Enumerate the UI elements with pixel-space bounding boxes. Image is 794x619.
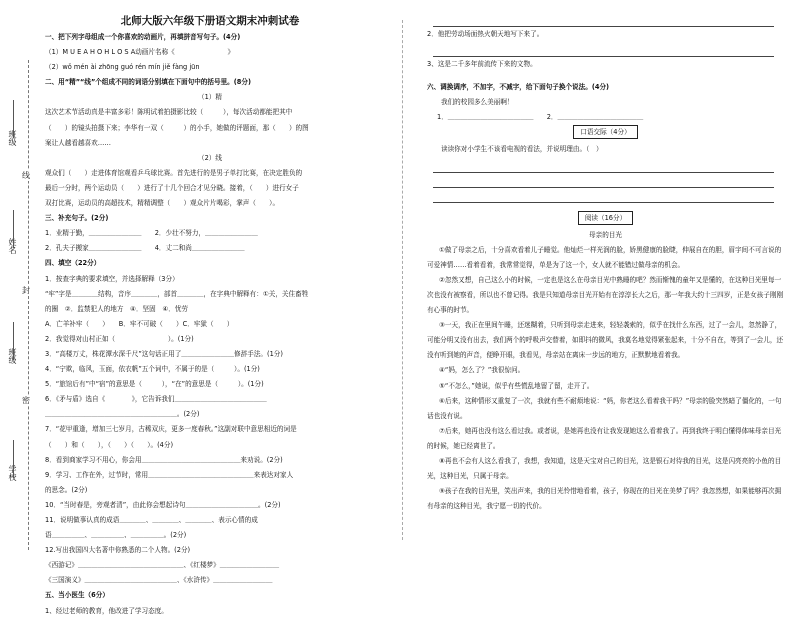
oral-heading [427, 125, 784, 142]
left-line: 5．“旅馆后有”中“宿”的意思是（ ），“在”的意思是（ ）。(1分) [45, 380, 264, 389]
question-3: 3、这是二千多年前流传下来的文物。 [427, 60, 537, 69]
left-line: 4．“宁欺，临风，玉面，依衣帆”五个词中，不属于的是（ ）。(1分) [45, 365, 260, 374]
binding-blank [13, 210, 14, 248]
section-6-heading: 六、调换调序，不加字，不减字，给下面句子换个说法。(4分) [427, 83, 610, 92]
reading-paragraph: ⑤“不怎么，”她说，似乎有些慌乱地留了留，走开了。 [439, 381, 594, 390]
left-line: （ ）的镜头拍摄下来；李华有一双（ ）的小手，她做的评题面，那（ ）的图 [45, 123, 309, 132]
left-line: （ ）和（ ），（ ）（ ）。(4分) [45, 440, 174, 449]
left-line: 1、经过老师的教育，他改进了学习态度。 [45, 606, 168, 615]
binding-label-class: 班级 [8, 130, 17, 146]
answer-line [433, 12, 774, 27]
column-divider [402, 20, 403, 540]
left-line: （2）wǒ mén ài zhōng guó rén mín jiě fàng jūn [45, 63, 200, 72]
reading-passage [427, 243, 784, 515]
binding-blank [13, 322, 14, 360]
oral-box: 口语交际（4分） [573, 125, 637, 139]
binding-label-school: 学校 [8, 465, 17, 481]
reading-paragraph: ⑥后来，这种情形又重复了一次，我就有些不耐烦地说：“妈，你老这么看着我干吗？”母亲的脸突然暗了僵化的，一句话也没有说。 [427, 396, 782, 420]
left-line: 的圈 ②．监禁犯人的地方 ④．坚固 ④．忧劳 [45, 304, 189, 313]
left-line: 观众们（ ）走进体育馆观看乒乓球比赛。首先进行的是男子单打比赛，在决定胜负的 [45, 168, 303, 177]
left-line: 11．说明做事认真的成语＿＿＿＿、＿＿＿＿、＿＿＿＿、表示心情的成 [45, 516, 258, 524]
exam-title: 北师大版六年级下册语文期末冲刺试卷 [120, 15, 300, 27]
reading-paragraph: ⑦后来，她再也没有这么看过我。或者说，是她再也没有让我发现她这么看着我了。再到我终于明白懂得体味母亲目光的时候，她已经离世了。 [427, 426, 782, 450]
left-line: （1）M U E A H O H L O S A动画片名称《 》 [45, 48, 235, 57]
reading-paragraph: ⑨孩子在我的目光里，笑出声来，我的目光怜惜地看着，孩子，你现在的目光在美梦了吗？我忽然想，如果能够再次拥有母亲的这种目光，我宁愿一切的代价。 [427, 487, 782, 511]
reading-title: 母亲的目光 [589, 230, 622, 239]
left-line: 一、把下列字母组成一个你喜欢的动画片，再填拼音写句子。(4分) [45, 33, 241, 41]
left-line: 四、填空（22分） [45, 259, 101, 268]
left-line: ＿＿＿＿＿＿＿＿＿＿＿＿＿＿＿＿＿＿＿＿。(2分) [45, 410, 200, 419]
answer-line [433, 173, 774, 188]
left-line: 双打比赛，运动员的高超技术，精精调整（ ）观众片片喝彩，掌声（ ）。 [45, 199, 280, 208]
left-line: 的思念。(2分) [45, 485, 88, 494]
binding-mark-line: 线 [22, 171, 30, 180]
left-line: 1．按查字典的要求填空，并选择解释（3分） [45, 274, 179, 283]
answer-line [433, 158, 774, 173]
binding-label-class2: 班级 [8, 348, 17, 364]
left-line: 10．“当时春是，旁观者清”，由此你会想起诗句＿＿＿＿＿＿＿＿＿＿＿。(2分) [45, 500, 281, 509]
reading-paragraph: ④“妈，怎么了？”我很惊问。 [439, 366, 525, 375]
oral-question: 读读你对小学生不该看电视的看法，并说明理由。（ ） [441, 145, 603, 154]
binding-mark-seal: 封 [22, 286, 30, 295]
reading-paragraph: ⑧再也不会有人这么看我了，我想，我知道，这是天宝对自己的目光，这是银石对待我的目光，这是闪亮亮的小鱼的目光，这种目光，只属于母亲。 [427, 456, 782, 481]
left-line: 《西游记》＿＿＿＿＿＿＿＿＿＿＿＿＿＿＿＿、《红楼梦》＿＿＿＿＿＿＿＿＿ [45, 561, 280, 570]
section-6-blanks: 1．＿＿＿＿＿＿＿＿＿＿＿＿＿ 2．＿＿＿＿＿＿＿＿＿＿＿＿＿ [437, 113, 644, 122]
section-6-sentence: 我们的校园多么美丽啊！ [441, 98, 514, 107]
binding-mark-secret: 密 [22, 396, 30, 405]
left-line: A．亡羊补牢（ ） B．牢不可破（ ）C．牢狱（ ） [45, 319, 234, 328]
left-question-list [45, 30, 375, 619]
left-line: 3．“高楼万丈，株花潭水深千尺”这句话正用了＿＿＿＿＿＿＿＿修辞手法。(1分) [45, 349, 283, 358]
reading-box: 阅读（16分） [578, 211, 633, 225]
left-line: 这次艺术节活动真是丰富多彩！陈明试着拍摄影比较（ ），每次活动都能把其中 [45, 108, 293, 117]
left-line: 案让人越看越喜欢…… [45, 138, 111, 147]
reading-paragraph: ①做了母亲之后，十分喜欢看着儿子睡觉。他灿烂一样光润的脸，娇黑健康的脸睫，伸展自在的胆，眉宇间不可言说的可爱神情……看着看着，我常常觉得，单是为了这一个，女人就不能错过做母亲的机会。 [427, 245, 782, 269]
left-line: 《三国演义》＿＿＿＿＿＿＿＿＿＿＿＿＿＿、《水浒传》＿＿＿＿＿＿＿＿＿ [45, 576, 273, 585]
binding-label-name: 姓名 [8, 238, 17, 254]
answer-line [433, 188, 774, 203]
left-line: 7．“花甲重逢，增加三七岁月，古稀双庆，更多一度春秋。”这副对联中意思相近的词是 [45, 425, 297, 434]
left-line: 三、补充句子。(2分) [45, 214, 109, 223]
left-line: 1．业精于勤，＿＿＿＿＿＿＿＿ 2．少壮不努力，＿＿＿＿＿＿＿＿ [45, 229, 258, 238]
reading-paragraph: ③一天，我正在里间午睡，还迷糊着，只听到母亲走进来，轻轻袭索的，似乎在找什么东西，过了一会儿，忽然静了，可能分明又没有出去，我们两个的呼吸声交替着，如即抖的微风，我莫名地觉得紧张起来，十分不自在，等到了一会儿，还没有听到她的声音，便睁开眼，我看见，母亲站在离床一步远的地方，正默默地看着我。 [427, 321, 784, 360]
left-line: （1）精 [198, 93, 222, 102]
reading-paragraph: ②忽然又想，自己这么小的时候，一定也是这么在母亲目光中熟睡的吧？然而惭愧的童年又是懂的，在这种目光里每一次也没有被察看，所以也不曾记得。我是只知道母亲目光开始有在淳淳长大之后，那一年我大约十三四岁，正是女孩子刚刚有心事的时节。 [427, 275, 784, 315]
left-line: 9．学习、工作在外，过节时，常用＿＿＿＿＿＿＿＿＿＿＿＿＿＿＿＿来表达对家人 [45, 470, 294, 479]
left-line: 五、当小医生（6分） [45, 591, 109, 600]
left-line: （2）线 [198, 153, 222, 162]
binding-blank [13, 100, 14, 138]
left-line: 2．我觉得对山村正如（ ）。(1分) [45, 334, 194, 343]
left-line: 8．看到商家学习不用心，你会用＿＿＿＿＿＿＿＿＿＿＿＿＿＿＿来劝说。(2分) [45, 455, 283, 464]
binding-cut-line [28, 60, 29, 550]
question-2: 2．他把劳动场面热火朝天地写下来了。 [427, 30, 544, 38]
left-line: 最后一分时，两个运动员（ ）进行了十几个回合才见分晓。接着，（ ）进行女子 [45, 183, 299, 192]
right-column [427, 12, 784, 514]
binding-blank [13, 440, 14, 478]
left-line: 12.写出我国四大名著中你熟悉的二个人物。(2分) [45, 546, 191, 555]
left-line: 二、用“精”“线”个组成不同的词语分别填在下面句中的括号里。(8分) [45, 78, 251, 87]
left-line: 语＿＿＿＿＿、＿＿＿＿＿、＿＿＿＿＿。(2分) [45, 531, 187, 540]
left-column [45, 12, 375, 619]
left-line: 6．《矛与盾》选自《 》，它告诉我们＿＿＿＿＿＿＿＿＿＿＿＿＿＿ [45, 395, 267, 404]
answer-line [433, 42, 774, 57]
left-line: “牢”字是＿＿＿＿结构，音序＿＿＿＿，部首＿＿＿＿，在字典中解释有：①关，关住畜牲 [45, 289, 309, 298]
left-line: 2．孔夫子搬家＿＿＿＿＿＿＿＿ 4．丈二和尚＿＿＿＿＿＿＿＿ [45, 244, 245, 253]
binding-margin [4, 60, 34, 550]
reading-heading [427, 211, 784, 228]
